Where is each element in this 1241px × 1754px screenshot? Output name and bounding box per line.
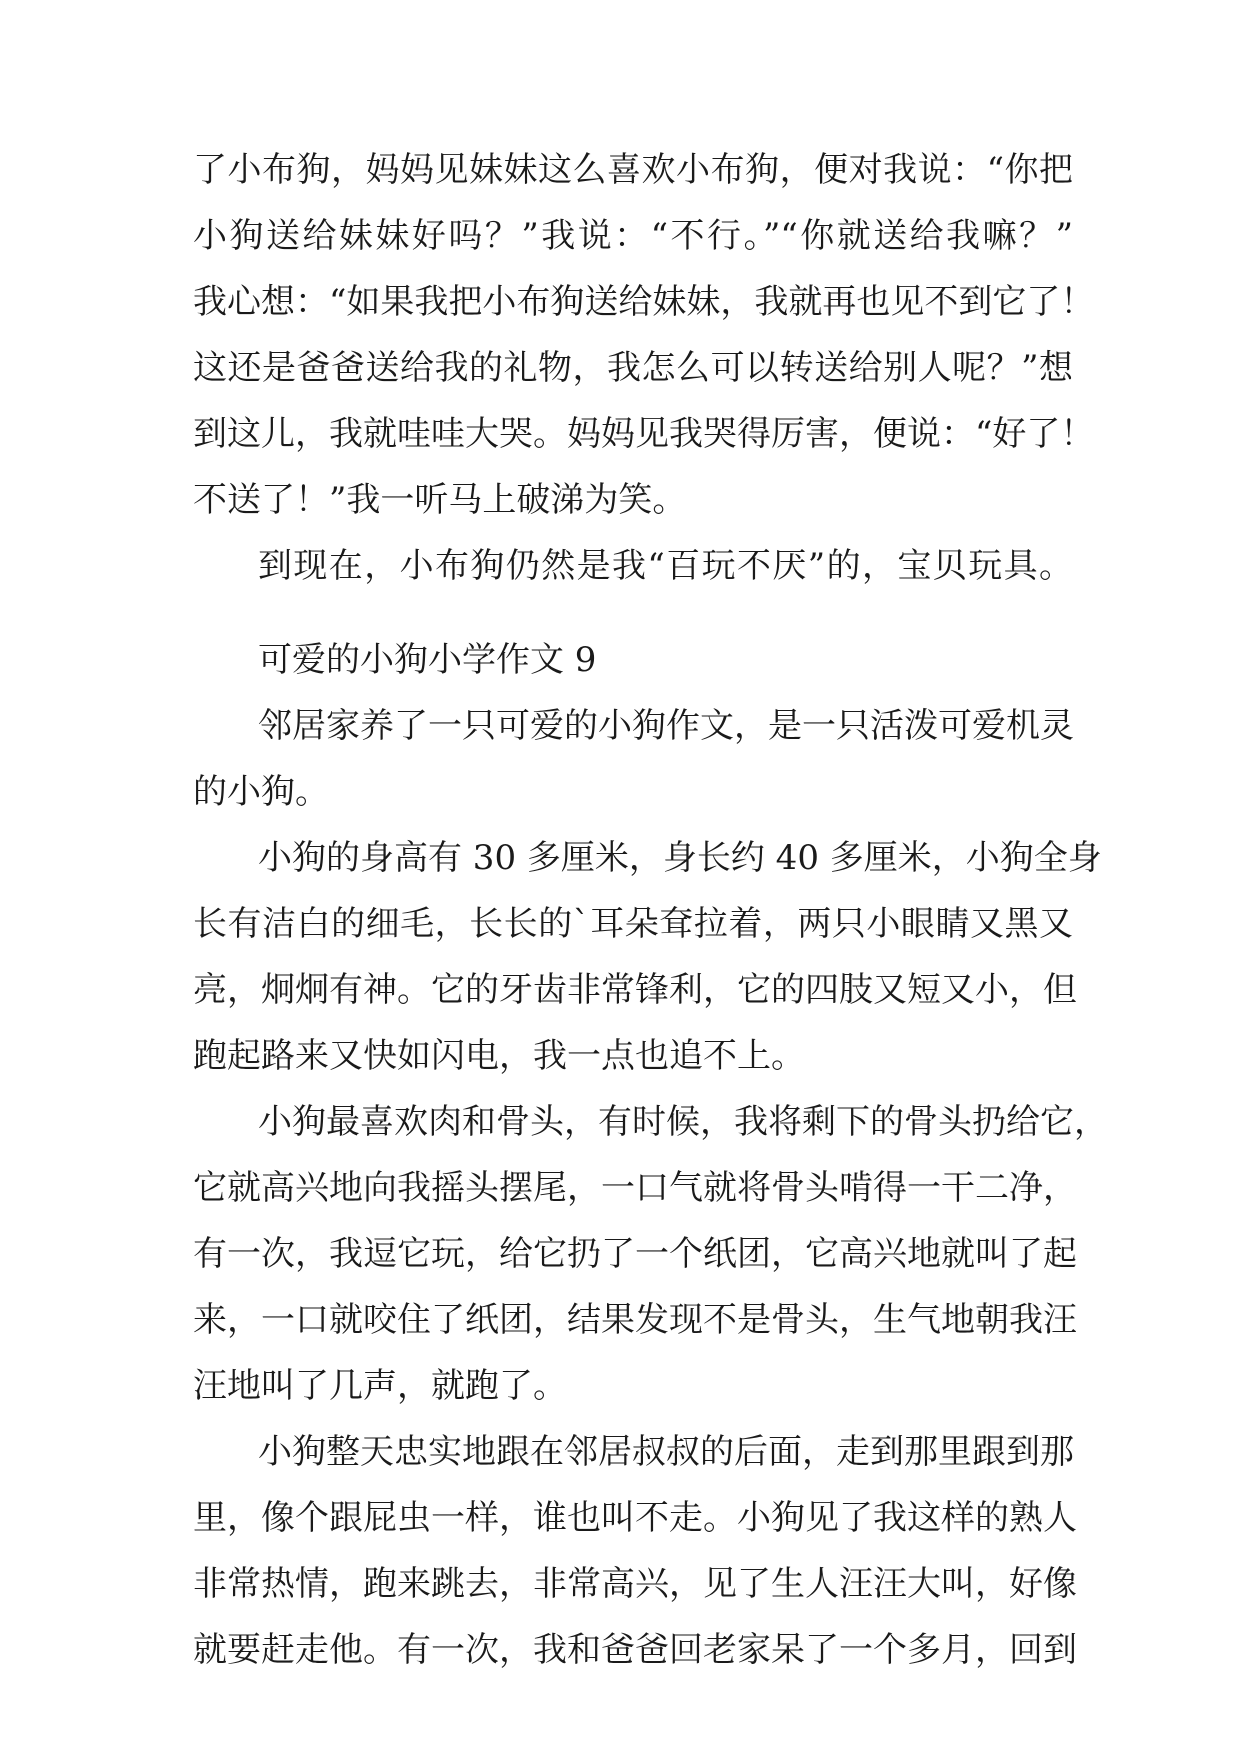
paragraph-line: 小狗整天忠实地跟在邻居叔叔的后面，走到那里跟到那 — [258, 1432, 1074, 1472]
paragraph-line: 到这儿，我就哇哇大哭。妈妈见我哭得厉害，便说：“好了！ — [193, 414, 1095, 454]
section-title: 可爱的小狗小学作文 9 — [258, 640, 597, 680]
paragraph-line: 到现在，小布狗仍然是我“百玩不厌”的，宝贝玩具。 — [258, 546, 1073, 586]
paragraph-line: 汪地叫了几声，就跑了。 — [193, 1366, 567, 1406]
paragraph-line: 小狗的身高有 30 多厘米，身长约 40 多厘米，小狗全身 — [258, 838, 1102, 878]
paragraph-line: 了小布狗，妈妈见妹妹这么喜欢小布狗，便对我说：“你把 — [193, 150, 1073, 190]
paragraph-line: 它就高兴地向我摇头摆尾，一口气就将骨头啃得一干二净， — [193, 1168, 1077, 1208]
paragraph-line: 有一次，我逗它玩，给它扔了一个纸团，它高兴地就叫了起 — [193, 1234, 1077, 1274]
paragraph-line: 长有洁白的细毛，长长的`耳朵耷拉着，两只小眼睛又黑又 — [193, 904, 1073, 944]
paragraph-line: 非常热情，跑来跳去，非常高兴，见了生人汪汪大叫，好像 — [193, 1564, 1077, 1604]
paragraph-line: 的小狗。 — [193, 772, 329, 812]
paragraph-line: 不送了！”我一听马上破涕为笑。 — [193, 480, 687, 520]
paragraph-line: 来，一口就咬住了纸团，结果发现不是骨头，生气地朝我汪 — [193, 1300, 1077, 1340]
paragraph-line: 亮，炯炯有神。它的牙齿非常锋利，它的四肢又短又小，但 — [193, 970, 1077, 1010]
paragraph-line: 小狗送给妹妹好吗？”我说：“不行。”“你就送给我嘛？” — [193, 216, 1073, 256]
paragraph-line: 里，像个跟屁虫一样，谁也叫不走。小狗见了我这样的熟人 — [193, 1498, 1077, 1538]
paragraph-line: 就要赶走他。有一次，我和爸爸回老家呆了一个多月，回到 — [193, 1630, 1077, 1670]
paragraph-line: 这还是爸爸送给我的礼物，我怎么可以转送给别人呢？”想 — [193, 348, 1073, 388]
paragraph-line: 邻居家养了一只可爱的小狗作文，是一只活泼可爱机灵 — [258, 706, 1074, 746]
paragraph-line: 小狗最喜欢肉和骨头，有时候，我将剩下的骨头扔给它， — [258, 1102, 1108, 1142]
paragraph-line: 我心想：“如果我把小布狗送给妹妹，我就再也见不到它了！ — [193, 282, 1095, 322]
paragraph-line: 跑起路来又快如闪电，我一点也追不上。 — [193, 1036, 805, 1076]
